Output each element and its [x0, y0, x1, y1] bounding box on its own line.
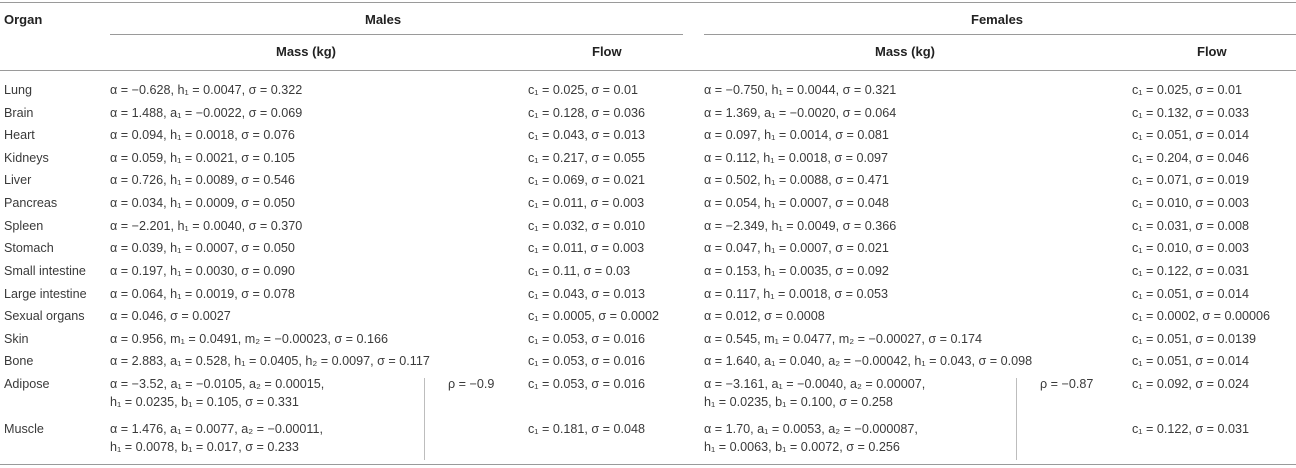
- row-female-flow: c₁ = 0.025, σ = 0.01: [1132, 83, 1243, 97]
- adipose-organ: Adipose: [4, 377, 50, 391]
- header-organ: Organ: [4, 12, 43, 27]
- header-females: Females: [971, 12, 1024, 27]
- row-organ: Sexual organs: [4, 309, 85, 323]
- row-organ: Kidneys: [4, 151, 49, 165]
- row-female-flow: c₁ = 0.051, σ = 0.0139: [1132, 332, 1257, 346]
- row-male-mass: α = 1.488, a₁ = −0.0022, σ = 0.069: [110, 106, 303, 120]
- row-organ: Lung: [4, 83, 33, 97]
- row-male-flow: c₁ = 0.11, σ = 0.03: [528, 264, 631, 278]
- row-female-mass: α = 0.153, h₁ = 0.0035, σ = 0.092: [704, 264, 889, 278]
- row-organ: Brain: [4, 106, 34, 120]
- row-male-flow: c₁ = 0.011, σ = 0.003: [528, 196, 645, 210]
- adipose-female-mass-line2: h₁ = 0.0235, b₁ = 0.100, σ = 0.258: [704, 395, 893, 409]
- row-female-flow: c₁ = 0.051, σ = 0.014: [1132, 128, 1250, 142]
- row-female-mass: α = −0.750, h₁ = 0.0044, σ = 0.321: [704, 83, 897, 97]
- row-organ: Small intestine: [4, 264, 86, 278]
- row-female-mass: α = 0.502, h₁ = 0.0088, σ = 0.471: [704, 173, 889, 187]
- row-female-flow: c₁ = 0.051, σ = 0.014: [1132, 287, 1250, 301]
- adipose-female-rho: ρ = −0.87: [1040, 377, 1094, 391]
- adipose-male-mass-line2: h₁ = 0.0235, b₁ = 0.105, σ = 0.331: [110, 395, 299, 409]
- adipose-female-mass-line1: α = −3.161, a₁ = −0.0040, a₂ = 0.00007,: [704, 377, 926, 391]
- row-organ: Stomach: [4, 241, 54, 255]
- row-female-flow: c₁ = 0.071, σ = 0.019: [1132, 173, 1250, 187]
- adipose-male-flow: c₁ = 0.053, σ = 0.016: [528, 377, 646, 391]
- row-male-mass: α = 0.726, h₁ = 0.0089, σ = 0.546: [110, 173, 295, 187]
- muscle-female-flow: c₁ = 0.122, σ = 0.031: [1132, 422, 1250, 436]
- row-female-mass: α = −2.349, h₁ = 0.0049, σ = 0.366: [704, 219, 897, 233]
- row-female-mass: α = 0.097, h₁ = 0.0014, σ = 0.081: [704, 128, 889, 142]
- muscle-female-mass-line2: h₁ = 0.0063, b₁ = 0.0072, σ = 0.256: [704, 440, 900, 454]
- row-male-mass: α = 2.883, a₁ = 0.528, h₁ = 0.0405, h₂ = 0.0097, σ = 0.117: [110, 354, 430, 368]
- row-female-flow: c₁ = 0.031, σ = 0.008: [1132, 219, 1250, 233]
- row-male-flow: c₁ = 0.217, σ = 0.055: [528, 151, 646, 165]
- bottom-rule: [0, 464, 1296, 465]
- row-male-mass: α = 0.046, σ = 0.0027: [110, 309, 231, 323]
- header-male-mass: Mass (kg): [276, 44, 336, 59]
- muscle-male-flow: c₁ = 0.181, σ = 0.048: [528, 422, 646, 436]
- row-male-mass: α = 0.956, m₁ = 0.0491, m₂ = −0.00023, σ = 0.166: [110, 332, 389, 346]
- muscle-male-mass-line2: h₁ = 0.0078, b₁ = 0.017, σ = 0.233: [110, 440, 299, 454]
- row-female-mass: α = 0.012, σ = 0.0008: [704, 309, 825, 323]
- row-male-mass: α = 0.059, h₁ = 0.0021, σ = 0.105: [110, 151, 295, 165]
- row-organ: Heart: [4, 128, 35, 142]
- row-male-mass: α = 0.034, h₁ = 0.0009, σ = 0.050: [110, 196, 295, 210]
- row-male-mass: α = −2.201, h₁ = 0.0040, σ = 0.370: [110, 219, 303, 233]
- row-female-flow: c₁ = 0.010, σ = 0.003: [1132, 241, 1250, 255]
- row-male-flow: c₁ = 0.043, σ = 0.013: [528, 128, 646, 142]
- row-female-mass: α = 0.112, h₁ = 0.0018, σ = 0.097: [704, 151, 888, 165]
- row-organ: Pancreas: [4, 196, 58, 210]
- row-organ: Spleen: [4, 219, 44, 233]
- header-bottom-rule: [0, 70, 1296, 71]
- females-group-rule: [704, 34, 1296, 35]
- row-male-flow: c₁ = 0.0005, σ = 0.0002: [528, 309, 660, 323]
- header-male-flow: Flow: [592, 44, 622, 59]
- male-correlation-line: [424, 378, 425, 460]
- row-male-flow: c₁ = 0.069, σ = 0.021: [528, 173, 646, 187]
- row-male-flow: c₁ = 0.011, σ = 0.003: [528, 241, 645, 255]
- row-female-mass: α = 0.545, m₁ = 0.0477, m₂ = −0.00027, σ = 0.174: [704, 332, 983, 346]
- row-female-flow: c₁ = 0.051, σ = 0.014: [1132, 354, 1250, 368]
- row-male-flow: c₁ = 0.043, σ = 0.013: [528, 287, 646, 301]
- row-male-mass: α = 0.094, h₁ = 0.0018, σ = 0.076: [110, 128, 295, 142]
- female-correlation-line: [1016, 378, 1017, 460]
- row-female-mass: α = 1.640, a₁ = 0.040, a₂ = −0.00042, h₁ = 0.043, σ = 0.098: [704, 354, 1033, 368]
- row-female-mass: α = 0.047, h₁ = 0.0007, σ = 0.021: [704, 241, 889, 255]
- row-organ: Skin: [4, 332, 29, 346]
- row-male-flow: c₁ = 0.053, σ = 0.016: [528, 332, 646, 346]
- top-rule: [0, 2, 1296, 3]
- muscle-female-mass-line1: α = 1.70, a₁ = 0.0053, a₂ = −0.000087,: [704, 422, 918, 436]
- row-male-flow: c₁ = 0.032, σ = 0.010: [528, 219, 646, 233]
- males-group-rule: [110, 34, 683, 35]
- row-organ: Bone: [4, 354, 34, 368]
- adipose-female-flow: c₁ = 0.092, σ = 0.024: [1132, 377, 1250, 391]
- adipose-male-rho: ρ = −0.9: [448, 377, 495, 391]
- row-male-mass: α = 0.064, h₁ = 0.0019, σ = 0.078: [110, 287, 295, 301]
- row-female-mass: α = 0.054, h₁ = 0.0007, σ = 0.048: [704, 196, 889, 210]
- row-male-mass: α = −0.628, h₁ = 0.0047, σ = 0.322: [110, 83, 303, 97]
- row-organ: Liver: [4, 173, 32, 187]
- row-male-mass: α = 0.039, h₁ = 0.0007, σ = 0.050: [110, 241, 295, 255]
- muscle-male-mass-line1: α = 1.476, a₁ = 0.0077, a₂ = −0.00011,: [110, 422, 323, 436]
- adipose-male-mass-line1: α = −3.52, a₁ = −0.0105, a₂ = 0.00015,: [110, 377, 325, 391]
- row-female-flow: c₁ = 0.0002, σ = 0.00006: [1132, 309, 1271, 323]
- row-female-mass: α = 0.117, h₁ = 0.0018, σ = 0.053: [704, 287, 888, 301]
- header-males: Males: [365, 12, 402, 27]
- row-male-flow: c₁ = 0.053, σ = 0.016: [528, 354, 646, 368]
- row-organ: Large intestine: [4, 287, 87, 301]
- row-female-mass: α = 1.369, a₁ = −0.0020, σ = 0.064: [704, 106, 897, 120]
- row-male-flow: c₁ = 0.025, σ = 0.01: [528, 83, 639, 97]
- header-female-mass: Mass (kg): [875, 44, 935, 59]
- row-male-flow: c₁ = 0.128, σ = 0.036: [528, 106, 646, 120]
- muscle-organ: Muscle: [4, 422, 44, 436]
- row-female-flow: c₁ = 0.204, σ = 0.046: [1132, 151, 1250, 165]
- row-female-flow: c₁ = 0.010, σ = 0.003: [1132, 196, 1250, 210]
- header-female-flow: Flow: [1197, 44, 1227, 59]
- row-female-flow: c₁ = 0.122, σ = 0.031: [1132, 264, 1250, 278]
- row-male-mass: α = 0.197, h₁ = 0.0030, σ = 0.090: [110, 264, 295, 278]
- row-female-flow: c₁ = 0.132, σ = 0.033: [1132, 106, 1250, 120]
